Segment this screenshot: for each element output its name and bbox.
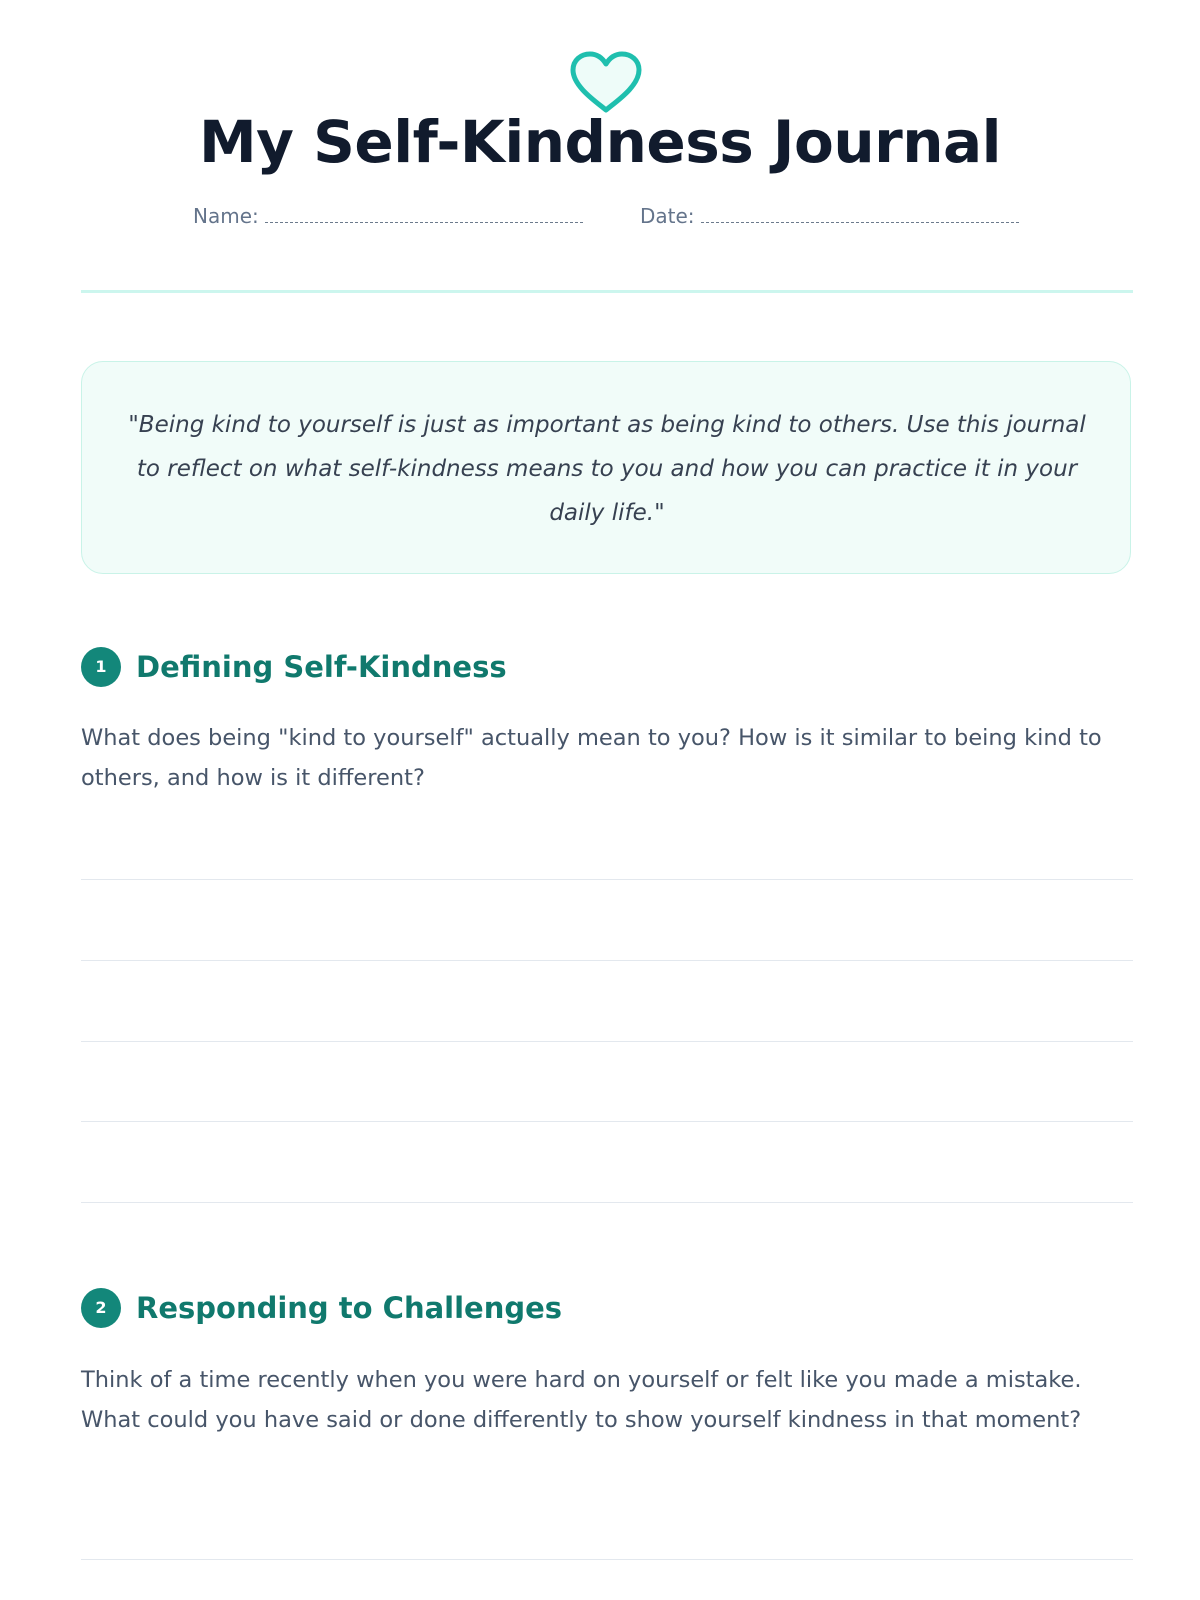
answer-line[interactable] xyxy=(81,879,1133,880)
name-field[interactable] xyxy=(193,202,583,230)
section-number-badge: 2 xyxy=(81,1288,121,1328)
section-prompt: What does being "kind to yourself" actually mean to you? How is it similar to being kind to others, and how is it different? xyxy=(81,725,1102,791)
answer-line[interactable] xyxy=(81,1121,1133,1122)
section-title: Responding to Challenges xyxy=(136,1291,563,1325)
intro-quote: "Being kind to yourself is just as important as being kind to others. Use this journal to reflect on what self-kindness means to you and how you can practice it in your daily life." xyxy=(128,412,1086,526)
section-prompt: Think of a time recently when you were hard on yourself or felt like you made a mistake. What could you have said or done differently to show yourself kindness in that moment? xyxy=(81,1367,1082,1433)
section-title: Defining Self-Kindness xyxy=(136,650,507,684)
answer-line[interactable] xyxy=(81,1041,1133,1042)
date-label: Date: xyxy=(640,204,695,228)
section-number-badge: 1 xyxy=(81,647,121,687)
date-field[interactable] xyxy=(640,202,1019,230)
answer-line[interactable] xyxy=(81,1559,1133,1560)
header-divider xyxy=(81,290,1133,293)
answer-line[interactable] xyxy=(81,1202,1133,1203)
intro-quote-card xyxy=(81,361,1131,574)
page-title: My Self-Kindness Journal xyxy=(198,108,1002,176)
name-blank-line[interactable] xyxy=(265,203,583,223)
name-label: Name: xyxy=(193,204,259,228)
date-blank-line[interactable] xyxy=(701,203,1019,223)
answer-line[interactable] xyxy=(81,960,1133,961)
